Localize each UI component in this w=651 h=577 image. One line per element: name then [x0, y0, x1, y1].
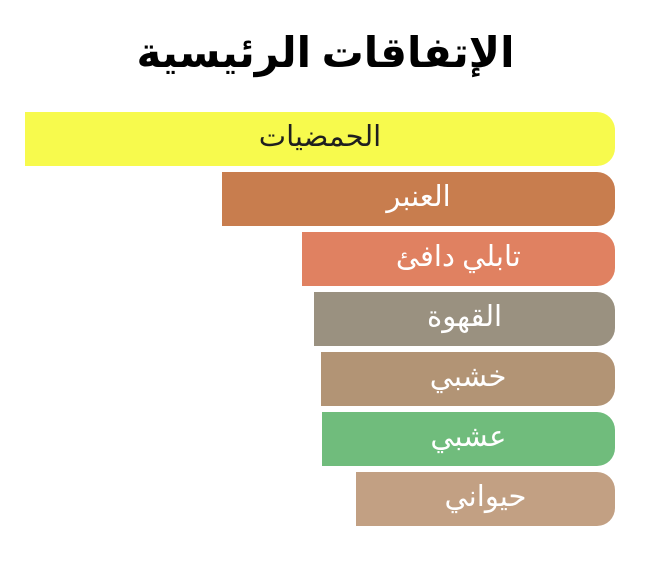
accord-bar-warm-spicy — [302, 232, 615, 286]
accord-label-woody: خشبي — [429, 360, 507, 393]
accord-bar-amber — [222, 172, 615, 226]
accord-bar-coffee — [314, 292, 615, 346]
accord-label-animalic: حيواني — [444, 480, 527, 513]
accord-label-coffee: القهوة — [427, 300, 503, 333]
accord-bars-container — [25, 112, 615, 532]
accord-bar-citrus — [25, 112, 615, 166]
accord-label-citrus: الحمضيات — [258, 120, 382, 153]
accord-label-amber: العنبر — [386, 180, 451, 213]
accord-label-warm-spicy: تابلي دافئ — [395, 240, 521, 273]
accord-bar-animalic — [356, 472, 615, 526]
accord-bar-woody — [321, 352, 615, 406]
accord-bar-herbal — [322, 412, 615, 466]
accord-label-herbal: عشبي — [430, 420, 507, 453]
chart-title: الإتفاقات الرئيسية — [136, 31, 515, 77]
